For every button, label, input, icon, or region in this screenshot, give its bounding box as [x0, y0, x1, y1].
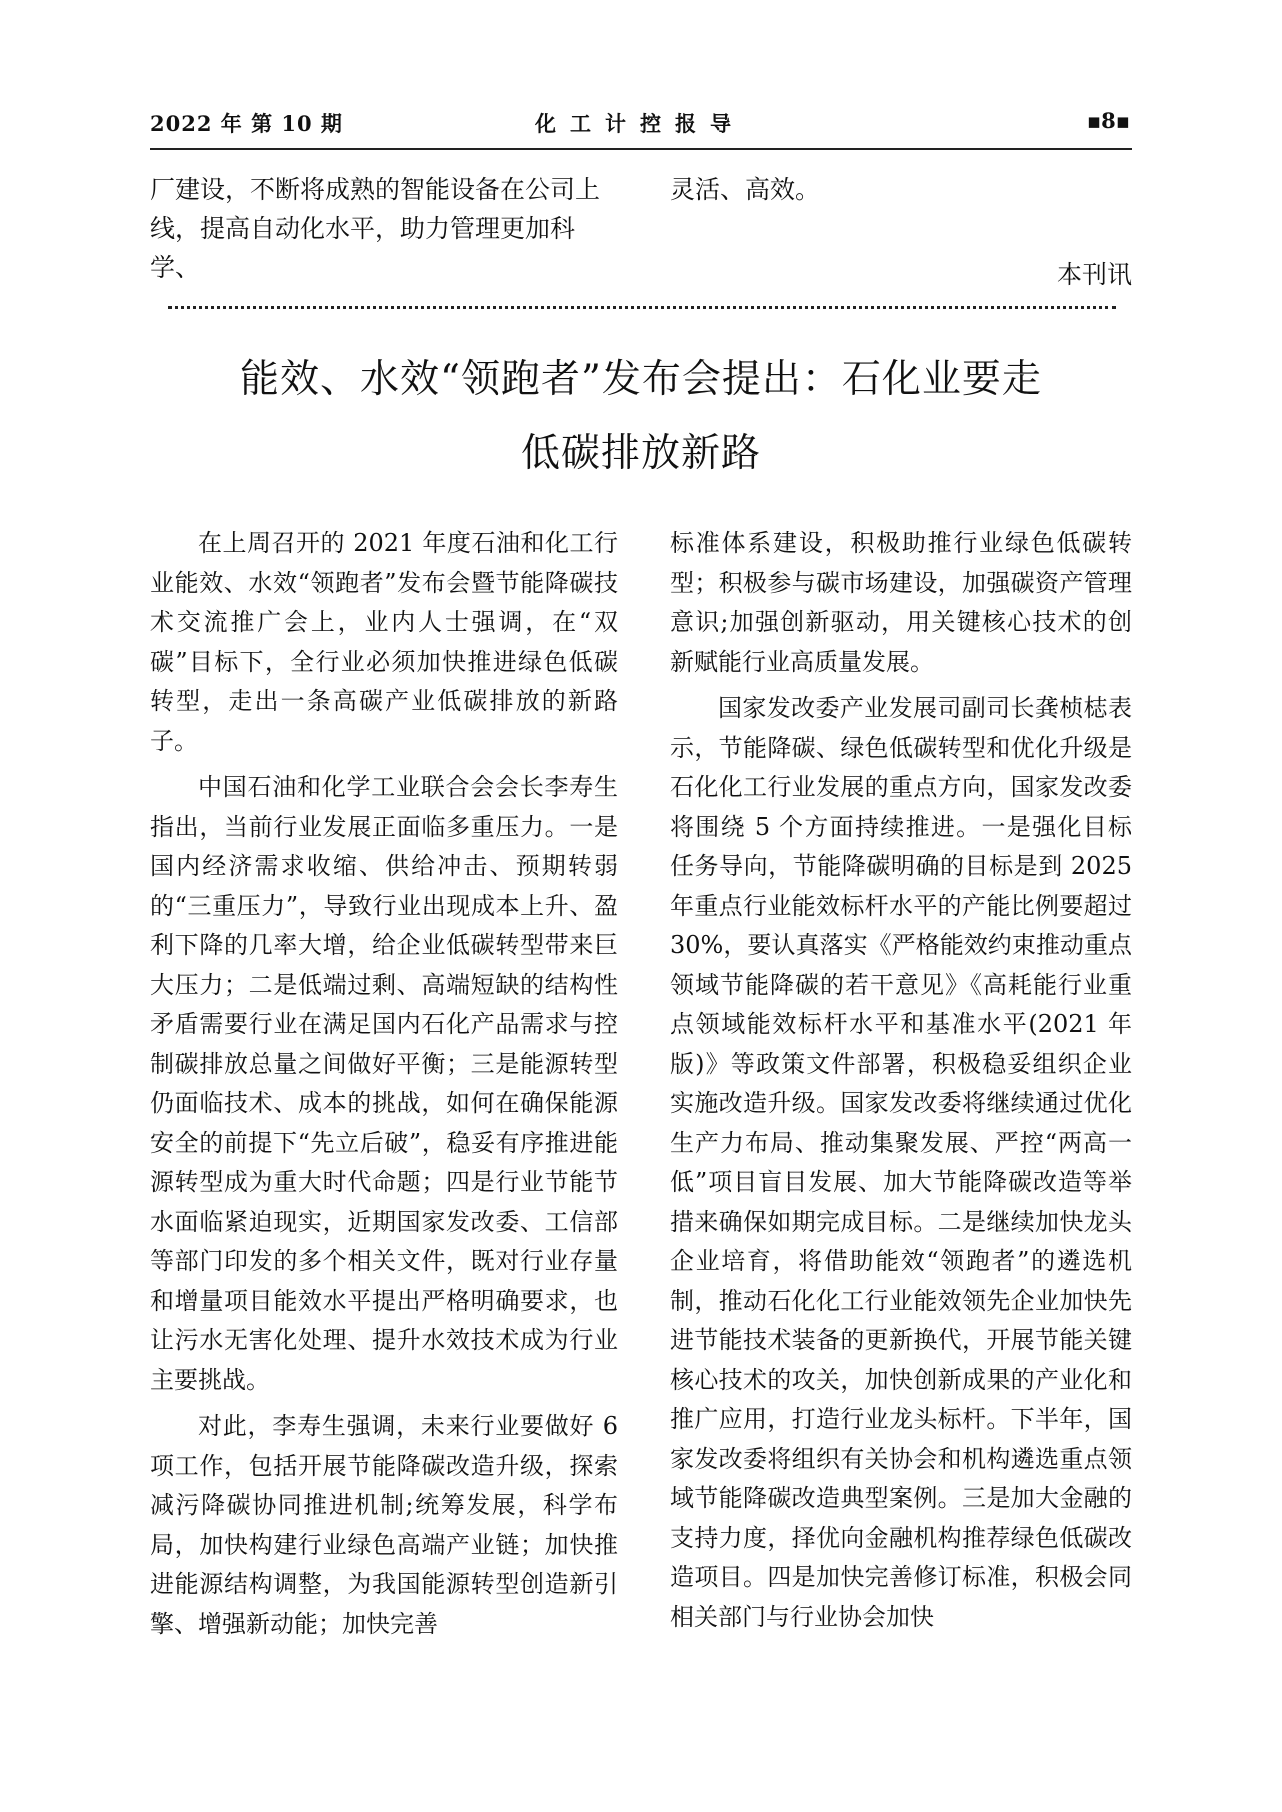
dotted-separator [168, 306, 1116, 309]
article-title-line2: 低碳排放新路 [520, 431, 761, 476]
body-column-left [150, 524, 618, 1651]
paragraph: 在上周召开的 2021 年度石油和化工行业能效、水效“领跑者”发布会暨节能降碳技术交流推广会上，业内人士强调，在“双碳”目标下，全行业必须加快推进绿色低碳转型，走出一条高碳产业低碳排放的新路子。 [150, 529, 618, 755]
header-rule [150, 148, 1132, 150]
paragraph: 对此，李寿生强调，未来行业要做好 6 项工作，包括开展节能降碳改造升级，探索减污降碳协同推进机制;统筹发展，科学布局，加快构建行业绿色高端产业链；加快推进能源结构调整，为我国能源转型创造新引擎、增强新动能；加快完善 [150, 1412, 618, 1638]
page-number: ▪8▪ [1086, 108, 1130, 133]
issue-label: 2022 年 第 10 期 [150, 111, 343, 136]
body-column-right [670, 524, 1132, 1644]
paragraph: 中国石油和化学工业联合会会长李寿生指出，当前行业发展正面临多重压力。一是国内经济需求收缩、供给冲击、预期转弱的“三重压力”，导致行业出现成本上升、盈利下降的几率大增，给企业低碳转型带来巨大压力；二是低端过剩、高端短缺的结构性矛盾需要行业在满足国内石化产品需求与控制碳排放总量之间做好平衡；三是能源转型仍面临技术、成本的挑战，如何在确保能源安全的前提下“先立后破”，稳妥有序推进能源转型成为重大时代命题；四是行业节能节水面临紧迫现实，近期国家发改委、工信部等部门印发的多个相关文件，既对行业存量和增量项目能效水平提出严格明确要求，也让污水无害化处理、提升水效技术成为行业主要挑战。 [150, 773, 618, 1394]
article-source: 本刊讯 [1056, 260, 1132, 289]
paragraph: 标准体系建设，积极助推行业绿色低碳转型；积极参与碳市场建设，加强碳资产管理意识;加强创新驱动，用关键核心技术的创新赋能行业高质量发展。 [670, 529, 1132, 676]
journal-name: 化工计控报导 [535, 111, 745, 136]
paragraph: 国家发改委产业发展司副司长龚桢梽表示，节能降碳、绿色低碳转型和优化升级是石化化工行业发展的重点方向，国家发改委将围绕 5 个方面持续推进。一是强化目标任务导向，节能降碳明确的目标是到 2025 年重点行业能效标杆水平的产能比例要超过 30%，要认真落实《严格能效约束推动重点领域节能降碳的若干意见》《高耗能行业重点领域能效标杆水平和基准水平(2021 年版)》等政策文件部署，积极稳妥组织企业实施改造升级。国家发改委将继续通过优化生产力布局、推动集聚发展、严控“两高一低”项目盲目发展、加大节能降碳改造等举措来确保如期完成目标。二是继续加快龙头企业培育，将借助能效“领跑者”的遴选机制，推动石化化工行业能效领先企业加快先进节能技术装备的更新换代，开展节能关键核心技术的攻关，加快创新成果的产业化和推广应用，打造行业龙头标杆。下半年，国家发改委将组织有关协会和机构遴选重点领域节能降碳改造典型案例。三是加大金融的支持力度，择优向金融机构推荐绿色低碳改造项目。四是加快完善修订标准，积极会同相关部门与行业协会加快 [670, 694, 1132, 1631]
article-title-line1: 能效、水效“领跑者”发布会提出：石化业要走 [240, 357, 1042, 402]
previous-article-left: 厂建设，不断将成熟的智能设备在公司上线，提高自动化水平，助力管理更加科学、 [150, 175, 601, 282]
page-header [150, 108, 1130, 144]
previous-article-right: 灵活、高效。 [670, 175, 821, 204]
